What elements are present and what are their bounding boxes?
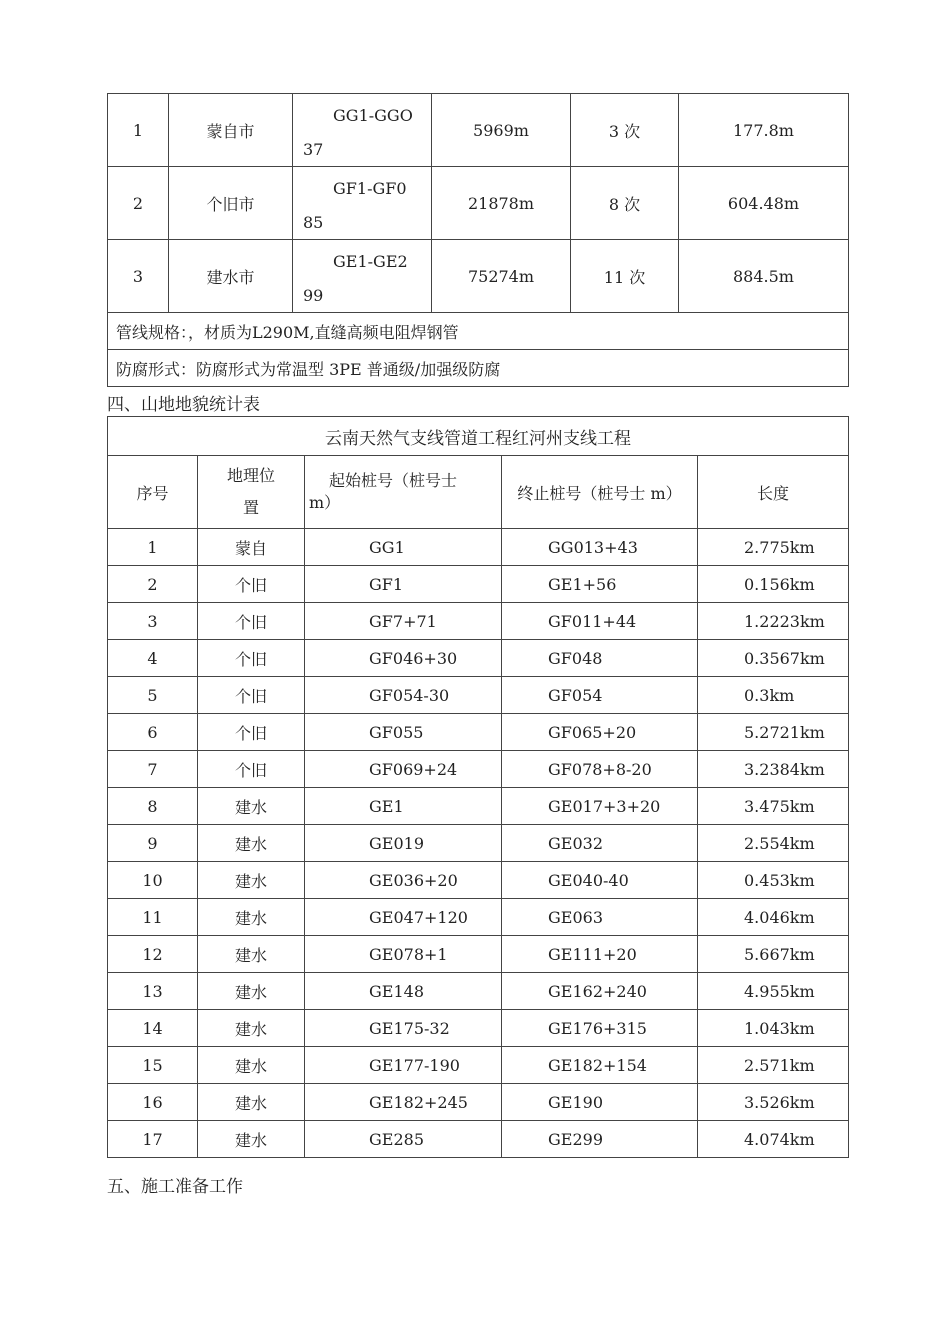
table-row [108,973,849,1010]
crossing-count: 8 次 [571,167,679,240]
city-name: 建水市 [169,240,293,313]
end-stake: GF011+44 [502,603,698,640]
location: 建水 [198,1121,305,1158]
table-row [108,936,849,973]
length-value: 3.475km [698,788,849,825]
row-number: 3 [108,603,198,640]
header-end: 终止桩号（桩号士 m） [502,456,698,529]
start-stake: GE285 [305,1121,502,1158]
start-stake: GF054-30 [305,677,502,714]
location: 个旧 [198,714,305,751]
location: 建水 [198,788,305,825]
row-number: 13 [108,973,198,1010]
segment-code-line1: GG1-GGO [333,106,413,125]
location: 个旧 [198,640,305,677]
length-value: 2.571km [698,1047,849,1084]
length-value: 4.046km [698,899,849,936]
header-row [108,456,849,529]
header-seq: 序号 [108,456,198,529]
segment-length: 75274m [432,240,571,313]
location: 蒙自 [198,529,305,566]
end-stake: GG013+43 [502,529,698,566]
table-row [108,1010,849,1047]
end-stake: GE182+154 [502,1047,698,1084]
length-value: 0.453km [698,862,849,899]
header-location-line2: 置 [242,498,259,517]
location: 个旧 [198,566,305,603]
pipeline-summary-body [108,94,849,313]
row-number: 16 [108,1084,198,1121]
end-stake: GE190 [502,1084,698,1121]
table-row [108,603,849,640]
length-value: 0.3km [698,677,849,714]
row-number: 2 [108,167,169,240]
row-number: 12 [108,936,198,973]
start-stake: GE047+120 [305,899,502,936]
table-row [108,640,849,677]
start-stake: GE036+20 [305,862,502,899]
end-stake: GE162+240 [502,973,698,1010]
row-number: 2 [108,566,198,603]
start-stake: GG1 [305,529,502,566]
header-start-line1: 起始桩号（桩号士 [329,471,458,490]
city-name: 个旧市 [169,167,293,240]
table-row [108,788,849,825]
length-value: 3.526km [698,1084,849,1121]
segment-length: 21878m [432,167,571,240]
crossing-length: 604.48m [679,167,849,240]
row-number: 11 [108,899,198,936]
segment-code-line2: 99 [303,286,324,305]
row-number: 9 [108,825,198,862]
length-value: 2.554km [698,825,849,862]
location: 个旧 [198,751,305,788]
start-stake: GF1 [305,566,502,603]
end-stake: GE017+3+20 [502,788,698,825]
segment-code-line2: 37 [303,140,324,159]
start-stake: GE182+245 [305,1084,502,1121]
segment-code [293,94,432,167]
length-value: 0.3567km [698,640,849,677]
city-name: 蒙自市 [169,94,293,167]
crossing-length: 177.8m [679,94,849,167]
table-row [108,899,849,936]
crossing-count: 11 次 [571,240,679,313]
length-value: 0.156km [698,566,849,603]
end-stake: GF048 [502,640,698,677]
length-value: 5.2721km [698,714,849,751]
length-value: 5.667km [698,936,849,973]
end-stake: GE299 [502,1121,698,1158]
row-number: 3 [108,240,169,313]
table-row [108,862,849,899]
table-row [108,529,849,566]
location: 建水 [198,825,305,862]
length-value: 4.955km [698,973,849,1010]
anticorrosion-note-row [108,350,849,387]
header-start-line2: m） [309,493,341,512]
end-stake: GF078+8-20 [502,751,698,788]
location: 建水 [198,973,305,1010]
table-title-row [108,417,849,456]
row-number: 17 [108,1121,198,1158]
start-stake: GE078+1 [305,936,502,973]
header-location [198,456,305,529]
header-length: 长度 [698,456,849,529]
table-row [108,1084,849,1121]
table-row [108,714,849,751]
start-stake: GE1 [305,788,502,825]
location: 建水 [198,1010,305,1047]
segment-code-line2: 85 [303,213,324,232]
row-number: 4 [108,640,198,677]
row-number: 14 [108,1010,198,1047]
end-stake: GE063 [502,899,698,936]
start-stake: GE019 [305,825,502,862]
length-value: 4.074km [698,1121,849,1158]
table-title: 云南天然气支线管道工程红河州支线工程 [108,417,849,456]
header-start [305,456,502,529]
table-row [108,167,849,240]
end-stake: GE032 [502,825,698,862]
pipe-spec-note: 管线规格：，材质为L290M,直缝高频电阻焊钢管 [108,313,849,350]
segment-code [293,167,432,240]
length-value: 1.2223km [698,603,849,640]
location: 个旧 [198,677,305,714]
row-number: 5 [108,677,198,714]
length-value: 2.775km [698,529,849,566]
segment-code-line1: GF1-GF0 [333,179,407,198]
segment-code-line1: GE1-GE2 [333,252,408,271]
location: 建水 [198,1084,305,1121]
start-stake: GE177-190 [305,1047,502,1084]
start-stake: GF046+30 [305,640,502,677]
row-number: 15 [108,1047,198,1084]
row-number: 1 [108,94,169,167]
end-stake: GE111+20 [502,936,698,973]
row-number: 10 [108,862,198,899]
end-stake: GF054 [502,677,698,714]
location: 建水 [198,936,305,973]
length-value: 1.043km [698,1010,849,1047]
end-stake: GE176+315 [502,1010,698,1047]
segment-code [293,240,432,313]
location: 个旧 [198,603,305,640]
end-stake: GE1+56 [502,566,698,603]
table-row [108,94,849,167]
start-stake: GE148 [305,973,502,1010]
start-stake: GF069+24 [305,751,502,788]
location: 建水 [198,862,305,899]
row-number: 8 [108,788,198,825]
end-stake: GF065+20 [502,714,698,751]
section-4-heading: 四、山地地貌统计表 [107,395,260,415]
table-row [108,566,849,603]
table-row [108,825,849,862]
table-row [108,240,849,313]
row-number: 1 [108,529,198,566]
header-location-line1: 地理位 [226,466,275,485]
start-stake: GF055 [305,714,502,751]
section-5-heading: 五、施工准备工作 [107,1177,243,1197]
crossing-count: 3 次 [571,94,679,167]
segment-length: 5969m [432,94,571,167]
mountain-terrain-table [107,416,849,1158]
table-row [108,1121,849,1158]
anticorrosion-note: 防腐形式：防腐形式为常温型 3PE 普通级/加强级防腐 [108,350,849,387]
end-stake: GE040-40 [502,862,698,899]
table-row [108,677,849,714]
start-stake: GF7+71 [305,603,502,640]
pipeline-summary-table [107,93,849,387]
mountain-terrain-body [108,529,849,1158]
row-number: 7 [108,751,198,788]
row-number: 6 [108,714,198,751]
location: 建水 [198,1047,305,1084]
table-row [108,1047,849,1084]
location: 建水 [198,899,305,936]
table-row [108,751,849,788]
start-stake: GE175-32 [305,1010,502,1047]
spec-note-row [108,313,849,350]
crossing-length: 884.5m [679,240,849,313]
length-value: 3.2384km [698,751,849,788]
